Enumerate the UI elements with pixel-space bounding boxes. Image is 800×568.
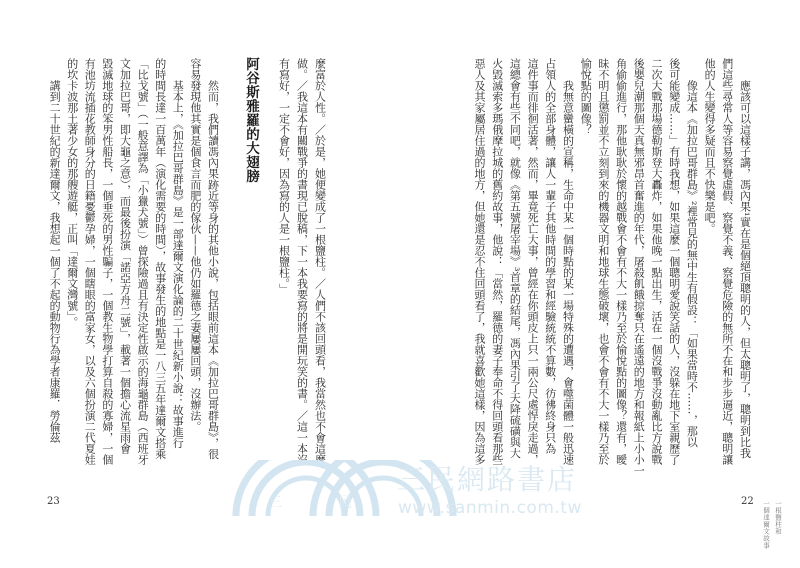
text-column: 容易發現他其實是個食言而肥的傢伙——他仍如羅德之妻屢屢回頭，沒辦法。: [188, 58, 202, 432]
text-column: 我無意蠻橫的宣稱，生命中某一個時點的某一場特殊的遭遇，會噬菌體一般迅速: [561, 80, 575, 465]
text-column: 有寫好，一定不會好，因為寫的人是一根鹽柱。」: [277, 58, 291, 295]
text-column: 後可能變成……」有時我想，如果這麼一個聰明愛說笑話的人，沒躲在地下室親歷了: [667, 58, 681, 465]
page-number-left: 23: [47, 496, 60, 507]
text-column: 占領人的全部身體，讓人一輩子其他時間的學習和經驗統統不算數，彷彿終身只為: [543, 58, 557, 454]
text-column: 基本上，《加拉巴哥群島》是一部達爾文演化論的二十世紀新小說：故事進行: [171, 80, 185, 449]
text-column: 後嬰兒潮那個天真無邪昂首奮進的年代，屠殺飢餓掠奪只在遙遠的地方和報紙上小小一: [632, 58, 646, 476]
watermark-logo-char: 民: [338, 495, 352, 511]
text-column: 愉悅點的圖像？: [579, 58, 593, 135]
text-column: 火毀滅索多瑪俄摩拉城的舊約故事，他說：「當然，羅德的妻子奉命不得回頭看那些: [490, 58, 504, 465]
text-column: 有池坊流插花教師身分的日籍憂鬱孕婦，一個瞎眼的富家女，以及六個扮演二代夏娃: [83, 58, 97, 465]
text-column: 的時間長達一百萬年（演化需要的時間），故事發生的地點是一八三五年達爾文搭乘: [153, 58, 167, 460]
running-head-line-2: 一個達爾文故事: [762, 500, 770, 549]
text-column: 惡人及其家屬居住過的地方，但她還是忍不住回頭看了，我就喜歡她這樣，因為這多: [473, 58, 486, 465]
running-head-line-1: 一根鹽柱和: [774, 500, 782, 535]
text-column: 毀滅地球的笨男性船長，一個垂死的男性騙子，一個教生物學打算自殺的寡婦，一個: [100, 58, 114, 465]
text-column: 然而，我們讀馮內果跡近等身的其他小說，包括眼前這本《加拉巴哥群島》，很: [206, 80, 220, 460]
text-column: 講到二十世紀的新達爾文，我想起一個了不起的動物行為學者康羅．勞倫茲: [48, 80, 62, 443]
text-column: 文加拉巴哥，即大龜之意），而最後扮演「諾亞方舟二號」，載著一個擔心流星雨會: [118, 58, 132, 454]
page-number-right: 22: [741, 496, 754, 507]
text-column: 們這些尋常人等容易察覺虛假、察覺不義、察覺危險的無所不在和步步逼近，聰明讓: [720, 58, 734, 465]
section-heading: 阿谷斯雅羅的大翅膀: [243, 57, 259, 183]
text-column: 這總會有些不同吧，就像《第五號屠宰場》³首章的結尾，馮內果引了天降硫磺與大: [508, 58, 522, 459]
text-column: 的坎卡波那土著少女的那艘遊艇，正叫「達爾文灣號」。: [65, 58, 79, 328]
text-column: 角偷偷進行，那他耿耿於懷的越戰會不會有不大一樣乃至於愉悅點的圖像？還有，曖: [614, 58, 628, 465]
text-column: 昧不明且懲罰並不立刻到來的機器文明和地球生態破壞，也會不會有不大一樣乃至於: [596, 58, 610, 465]
text-column: 「比戈號」（一般意譯為「小獵犬號」）曾探險過且有決定性啟示的海龜群島（西班牙: [136, 58, 150, 465]
watermark-title: 三民網路書店: [397, 463, 578, 496]
text-column: 他的人生變得多疑而且不快樂是吧。: [703, 58, 717, 234]
text-column: 應該可以這樣子講，馮內果¹實在是個絕頂聰明的人，但太聰明了，聰明到比我: [738, 80, 752, 459]
text-column: 麼富於人性。／於是，她便變成了一根鹽柱。／人們不該回頭看，我當然也不會這麼: [313, 58, 327, 465]
text-column: 這件事而徘徊活著，然而，畢竟死亡大事，曾經在你頭皮上只一兩公尺處悍戾走過，: [526, 58, 540, 465]
watermark-logo-char: 三: [268, 495, 282, 511]
watermark-url: www.sanmin.com.tw: [398, 498, 582, 518]
text-column: 做。／我這本有關戰爭的書現已脫稿，下一本我要寫的將是開玩笑的書。／這一本沒: [295, 58, 309, 465]
text-column: 像這本《加拉巴哥群島》²裡常見的無中生有假設：「如果當時不……，那以: [685, 80, 699, 448]
text-column: 二次大戰那場德勒斯登大轟炸，如果他晚一點出生，活在一個沒戰爭沒動亂比方說戰: [650, 58, 663, 465]
